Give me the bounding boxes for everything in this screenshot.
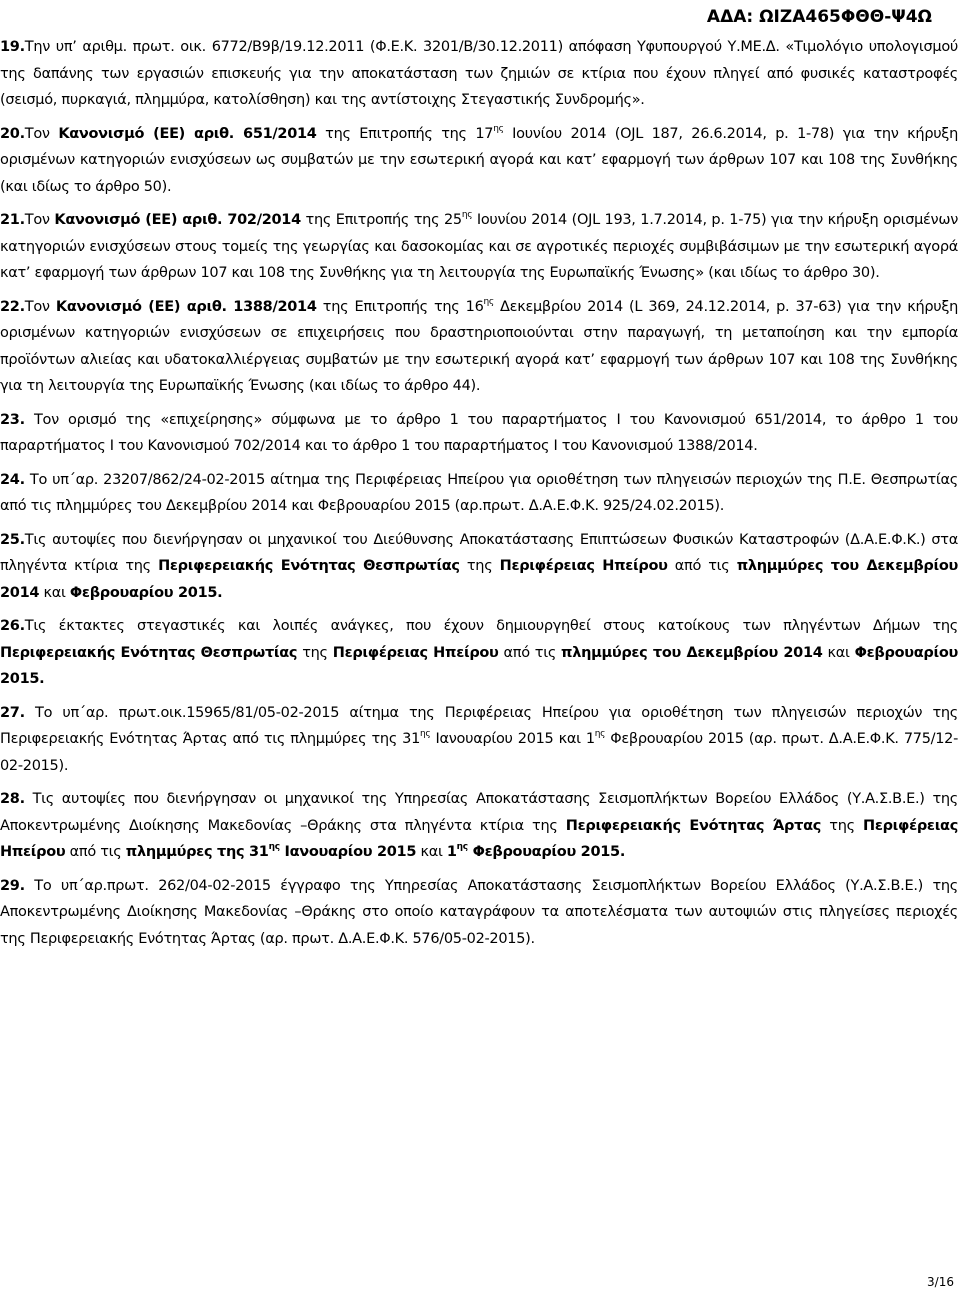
region-name: Περιφέρειας Ηπείρου [499,558,668,574]
paragraph-number: 29. [0,877,25,894]
paragraph-24 [0,467,958,520]
paragraph-text: και [416,844,447,860]
paragraph-text: Το υπ΄αρ.πρωτ. 262/04-02-2015 έγγραφο της Υπηρεσίας Αποκατάστασης Σεισμοπλήκτων Βορείου Ελλάδος (Υ.Α.Σ.Β.Ε.) της Αποκεντρωμένης Διοίκησης Μακεδονίας –Θράκης στο οποίο καταγράφουν τα αποτελέσματα των αυτοψιών στις πληγείσες περιοχές της Περιφερειακής Ενότητας Άρτας (αρ. πρωτ. Δ.Α.Ε.Φ.Κ. 576/05-02-2015). [0,877,958,947]
paragraph-22 [0,294,958,400]
paragraph-number: 22. [0,298,25,315]
paragraph-26 [0,613,958,693]
paragraph-text: Δεκεμβρίου 2014 (L 369, 24.12.2014, p. 37-63) για την κήρυξη ορισμένων κατηγοριών ενισχύσεων σε επιχειρήσεις που δραστηριοποιούνται στην παραγωγή, τη μεταποίηση και την εμπορία προϊόντων αλιείας και υδατοκαλλιέργειας συμβατών με την εσωτερική αγορά κατ’ εφαρμογή των άρθρων 107 και 108 της Συνθήκης για τη λειτουργία της Ευρωπαϊκής Ένωσης (και ιδίως το άρθρο 44). [0,298,958,394]
event-period: 1 [446,844,457,860]
paragraph-text: Τον [24,125,59,142]
regional-unit: Περιφερειακής Ενότητας Θεσπρωτίας [0,644,298,661]
paragraph-text: Τον ορισμό της «επιχείρησης» σύμφωνα με το άρθρο 1 του παραρτήματος Ι του Κανονισμού 651/2014, το άρθρο 1 του παραρτήματος Ι του Κανονισμού 702/2014 και το άρθρο 1 του παραρτήματος Ι του Κανονισμού 1388/2014. [0,411,958,454]
paragraph-number: 23. [0,411,25,428]
ada-code: ΑΔΑ: ΩΙΖΑ465ΦΘΘ-Ψ4Ω [706,7,932,27]
paragraph-text: και [822,644,855,661]
paragraph-text: της [821,817,863,834]
region-name: Περιφέρειας Ηπείρου [0,817,959,860]
event-period: πλημμύρες της 31 [125,844,269,860]
paragraph-text: Τον [24,212,55,228]
ordinal-suffix: ης [594,729,606,739]
paragraph-text: Ιανουαρίου 2015 και 1 [430,731,595,747]
regulation-reference: Κανονισμό (ΕΕ) αριθ. 1388/2014 [55,298,317,315]
event-period: Φεβρουαρίου 2015. [467,844,626,860]
event-period: πλημμύρες του Δεκεμβρίου 2014 [0,558,958,601]
paragraph-text: Τις αυτοψίες που διενήργησαν οι μηχανικοί της Υπηρεσίας Αποκατάστασης Σεισμοπλήκτων Βορείου Ελλάδος (Υ.Α.Σ.Β.Ε.) της Αποκεντρωμένης Διοίκησης Μακεδονίας –Θράκης στα πληγέντα κτίρια της [0,791,958,834]
event-period: Ιανουαρίου 2015 [279,844,417,860]
paragraph-number: 27. [0,704,25,721]
regulation-reference: Κανονισμό (ΕΕ) αριθ. 702/2014 [54,212,301,228]
paragraph-number: 19. [0,39,25,55]
ordinal-suffix: ης [483,296,494,307]
paragraph-20 [0,121,958,201]
paragraph-text: Ιουνίου 2014 (OJL 193, 1.7.2014, p. 1-75) για την κήρυξη ορισμένων κατηγοριών ενισχύσεων στους τομείς της γεωργίας και δασοκομίας και σε αγροτικές περιοχές συμβιβάσιμων με την εσωτερική αγορά κατ’ εφαρμογή των άρθρων 107 και 108 της Συνθήκης για τη λειτουργία της Ευρωπαϊκής Ένωσης» (και ιδίως το άρθρο 30). [0,212,958,281]
event-period: Φεβρουαρίου 2015. [69,584,223,601]
paragraph-text: της [297,644,333,661]
paragraph-23 [0,407,958,460]
paragraph-number: 28. [0,791,25,807]
paragraph-text: Τις αυτοψίες που διενήργησαν οι μηχανικοί του Διεύθυνσης Αποκατάστασης Επιπτώσεων Φυσικών Καταστροφών (Δ.Α.Ε.Φ.Κ.) στα πληγέντα κτίρια της [0,531,958,574]
paragraph-text: Το υπ΄αρ. 23207/862/24-02-2015 αίτημα της Περιφέρειας Ηπείρου για οριοθέτηση των πληγεισών περιοχών της Π.Ε. Θεσπρωτίας από τις πλημμύρες του Δεκεμβρίου 2014 και Φεβρουαρίου 2015 (αρ.πρωτ. Δ.Α.Ε.Φ.Κ. 925/24.02.2015). [0,471,958,514]
paragraph-text: Τον [24,298,56,315]
paragraph-number: 20. [0,125,25,142]
paragraph-text: από τις [65,844,126,860]
paragraph-text: από τις [498,644,562,661]
paragraph-text: Τις έκτακτες στεγαστικές και λοιπές ανάγκες, που έχουν δημιουργηθεί στους κατοίκους των πληγέντων Δήμων της [24,618,958,634]
regulation-reference: Κανονισμό (ΕΕ) αριθ. 651/2014 [58,125,317,142]
paragraph-number: 25. [0,531,25,548]
paragraph-number: 26. [0,618,25,634]
paragraph-text: της Επιτροπής της 25 [300,212,462,228]
paragraph-text: της Επιτροπής της 16 [316,298,484,315]
regional-unit: Περιφερειακής Ενότητας Άρτας [565,817,822,834]
paragraph-29 [0,873,958,953]
document-body [0,34,958,959]
ordinal-suffix: ης [456,842,468,852]
paragraph-number: 21. [0,212,25,228]
paragraph-text: της [459,558,500,574]
ordinal-suffix: ης [268,842,280,852]
paragraph-text: και [39,584,70,601]
paragraph-19 [0,34,958,114]
ordinal-suffix: ης [420,729,431,739]
page-number: 3/16 [927,1275,954,1289]
paragraph-text: Ιουνίου 2014 (OJL 187, 26.6.2014, p. 1-78) για την κήρυξη ορισμένων κατηγοριών ενισχύσεων ως συμβατών με την εσωτερική αγορά και κατ’ εφαρμογή των άρθρων 107 και 108 της Συνθήκης (και ιδίως το άρθρο 50). [0,125,958,195]
ordinal-suffix: ης [461,210,473,220]
paragraph-text: Φεβρουαρίου 2015 (αρ. πρωτ. Δ.Α.Ε.Φ.Κ. 775/12-02-2015). [0,731,959,774]
paragraph-text: Την υπ’ αριθμ. πρωτ. οικ. 6772/Β9β/19.12.2011 (Φ.Ε.Κ. 3201/Β/30.12.2011) απόφαση Υφυπουργού Υ.ΜΕ.Δ. «Τιμολόγιο υπολογισμού της δαπάνης των εργασιών επισκευής για την αποκατάσταση των ζημιών σε κτίρια που έχουν πληγεί από φυσικές καταστροφές (σεισμό, πυρκαγιά, πλημμύρα, κατολίσθηση) και της αντίστοιχης Στεγαστικής Συνδρομής». [0,39,958,108]
paragraph-text: από τις [667,558,737,574]
paragraph-number: 24. [0,471,25,488]
paragraph-27 [0,700,958,780]
paragraph-21 [0,207,958,287]
paragraph-28 [0,786,958,866]
ordinal-suffix: ης [493,123,504,134]
region-name: Περιφέρειας Ηπείρου [332,644,499,661]
regional-unit: Περιφερειακής Ενότητας Θεσπρωτίας [158,558,460,574]
paragraph-text: της Επιτροπής της 17 [316,125,494,142]
paragraph-25 [0,527,958,607]
event-period: πλημμύρες του Δεκεμβρίου 2014 [561,644,823,661]
paragraph-text: Το υπ΄αρ. πρωτ.οικ.15965/81/05-02-2015 αίτημα της Περιφέρειας Ηπείρου για οριοθέτηση των πληγεισών περιοχών της Περιφερειακής Ενότητας Άρτας από τις πλημμύρες της 31 [0,704,958,747]
event-period: Φεβρουαρίου 2015. [0,644,958,687]
